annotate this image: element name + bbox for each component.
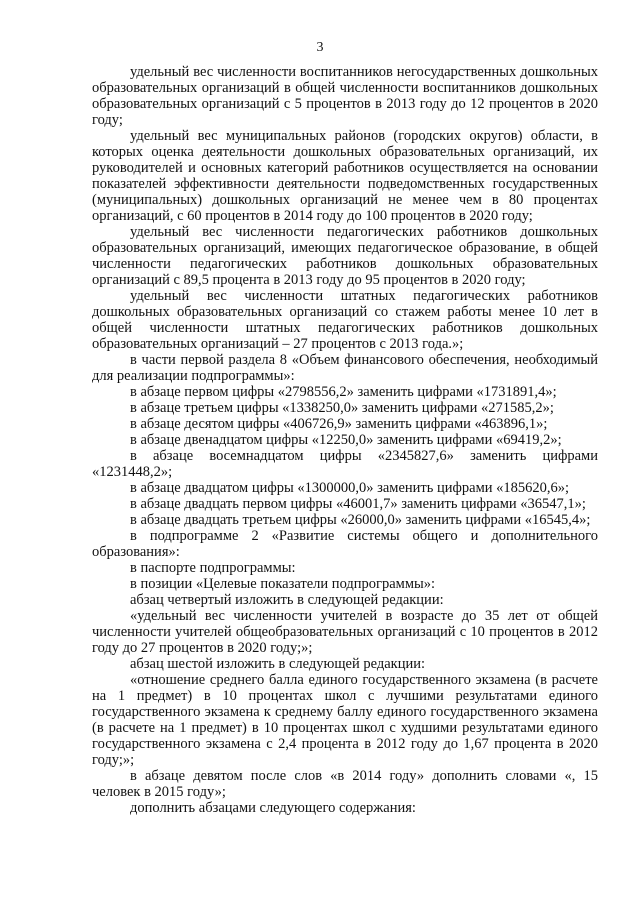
- paragraph: в абзаце двадцать третьем цифры «26000,0» заменить цифрами «16545,4»;: [130, 512, 591, 528]
- paragraph: удельный вес муниципальных районов (городских округов) области, в которых оценка деятельности дошкольных образовательных организаций, их руководителей и основных категорий работников осуществляется на основании показателей эффективности деятельности подведомственных государственных (муниципальных) дошкольных организаций не менее чем в 80 процентах организаций, с 60 процентов в 2014 году до 100 процентов в 2020 году;: [92, 128, 598, 224]
- document-body: [92, 64, 598, 816]
- paragraph: в абзаце двадцатом цифры «1300000,0» заменить цифрами «185620,6»;: [130, 480, 570, 496]
- paragraph: в позиции «Целевые показатели подпрограммы»:: [130, 576, 436, 592]
- paragraph: удельный вес численности штатных педагогических работников дошкольных образовательных организаций со стажем работы менее 10 лет в общей численности штатных педагогических работников дошкольных образовательных организаций – 27 процентов с 2013 года.»;: [92, 288, 598, 352]
- paragraph: абзац четвертый изложить в следующей редакции:: [130, 592, 444, 608]
- page-number: 3: [316, 40, 324, 55]
- paragraph: «удельный вес численности учителей в возрасте до 35 лет от общей численности учителей общеобразовательных организаций с 10 процентов в 2012 году до 27 процентов в 2020 году;»;: [92, 608, 598, 656]
- paragraph: в абзаце восемнадцатом цифры «2345827,6» заменить цифрами «1231448,2»;: [92, 448, 598, 480]
- paragraph: «отношение среднего балла единого государственного экзамена (в расчете на 1 предмет) в 10 процентах школ с лучшими результатами единого государственного экзамена к среднему баллу единого государственного экзамена (в расчете на 1 предмет) в 10 процентах школ с худшими результатами единого государственного экзамена с 2,4 процента в 2012 году до 1,67 процента в 2020 году;»;: [92, 672, 598, 768]
- paragraph: дополнить абзацами следующего содержания:: [130, 800, 416, 816]
- paragraph: в абзаце девятом после слов «в 2014 году» дополнить словами «, 15 человек в 2015 году»;: [92, 768, 598, 800]
- paragraph: в паспорте подпрограммы:: [130, 560, 296, 576]
- paragraph: в абзаце двадцать первом цифры «46001,7» заменить цифрами «36547,1»;: [130, 496, 586, 512]
- paragraph: в абзаце двенадцатом цифры «12250,0» заменить цифрами «69419,2»;: [130, 432, 562, 448]
- paragraph: удельный вес численности педагогических работников дошкольных образовательных организаций, имеющих педагогическое образование, в общей численности педагогических работников дошкольных образовательных организаций с 89,5 процента в 2013 году до 95 процентов в 2020 году;: [92, 224, 598, 288]
- paragraph: в части первой раздела 8 «Объем финансового обеспечения, необходимый для реализации подпрограммы»:: [92, 352, 598, 384]
- paragraph: в абзаце третьем цифры «1338250,0» заменить цифрами «271585,2»;: [130, 400, 554, 416]
- paragraph: абзац шестой изложить в следующей редакции:: [130, 656, 425, 672]
- paragraph: в абзаце первом цифры «2798556,2» заменить цифрами «1731891,4»;: [130, 384, 557, 400]
- paragraph: в подпрограмме 2 «Развитие системы общего и дополнительного образования»:: [92, 528, 598, 560]
- paragraph: в абзаце десятом цифры «406726,9» заменить цифрами «463896,1»;: [130, 416, 548, 432]
- paragraph: удельный вес численности воспитанников негосударственных дошкольных образовательных организаций в общей численности воспитанников дошкольных образовательных организаций с 5 процентов в 2013 году до 12 процентов в 2020 году;: [92, 64, 598, 128]
